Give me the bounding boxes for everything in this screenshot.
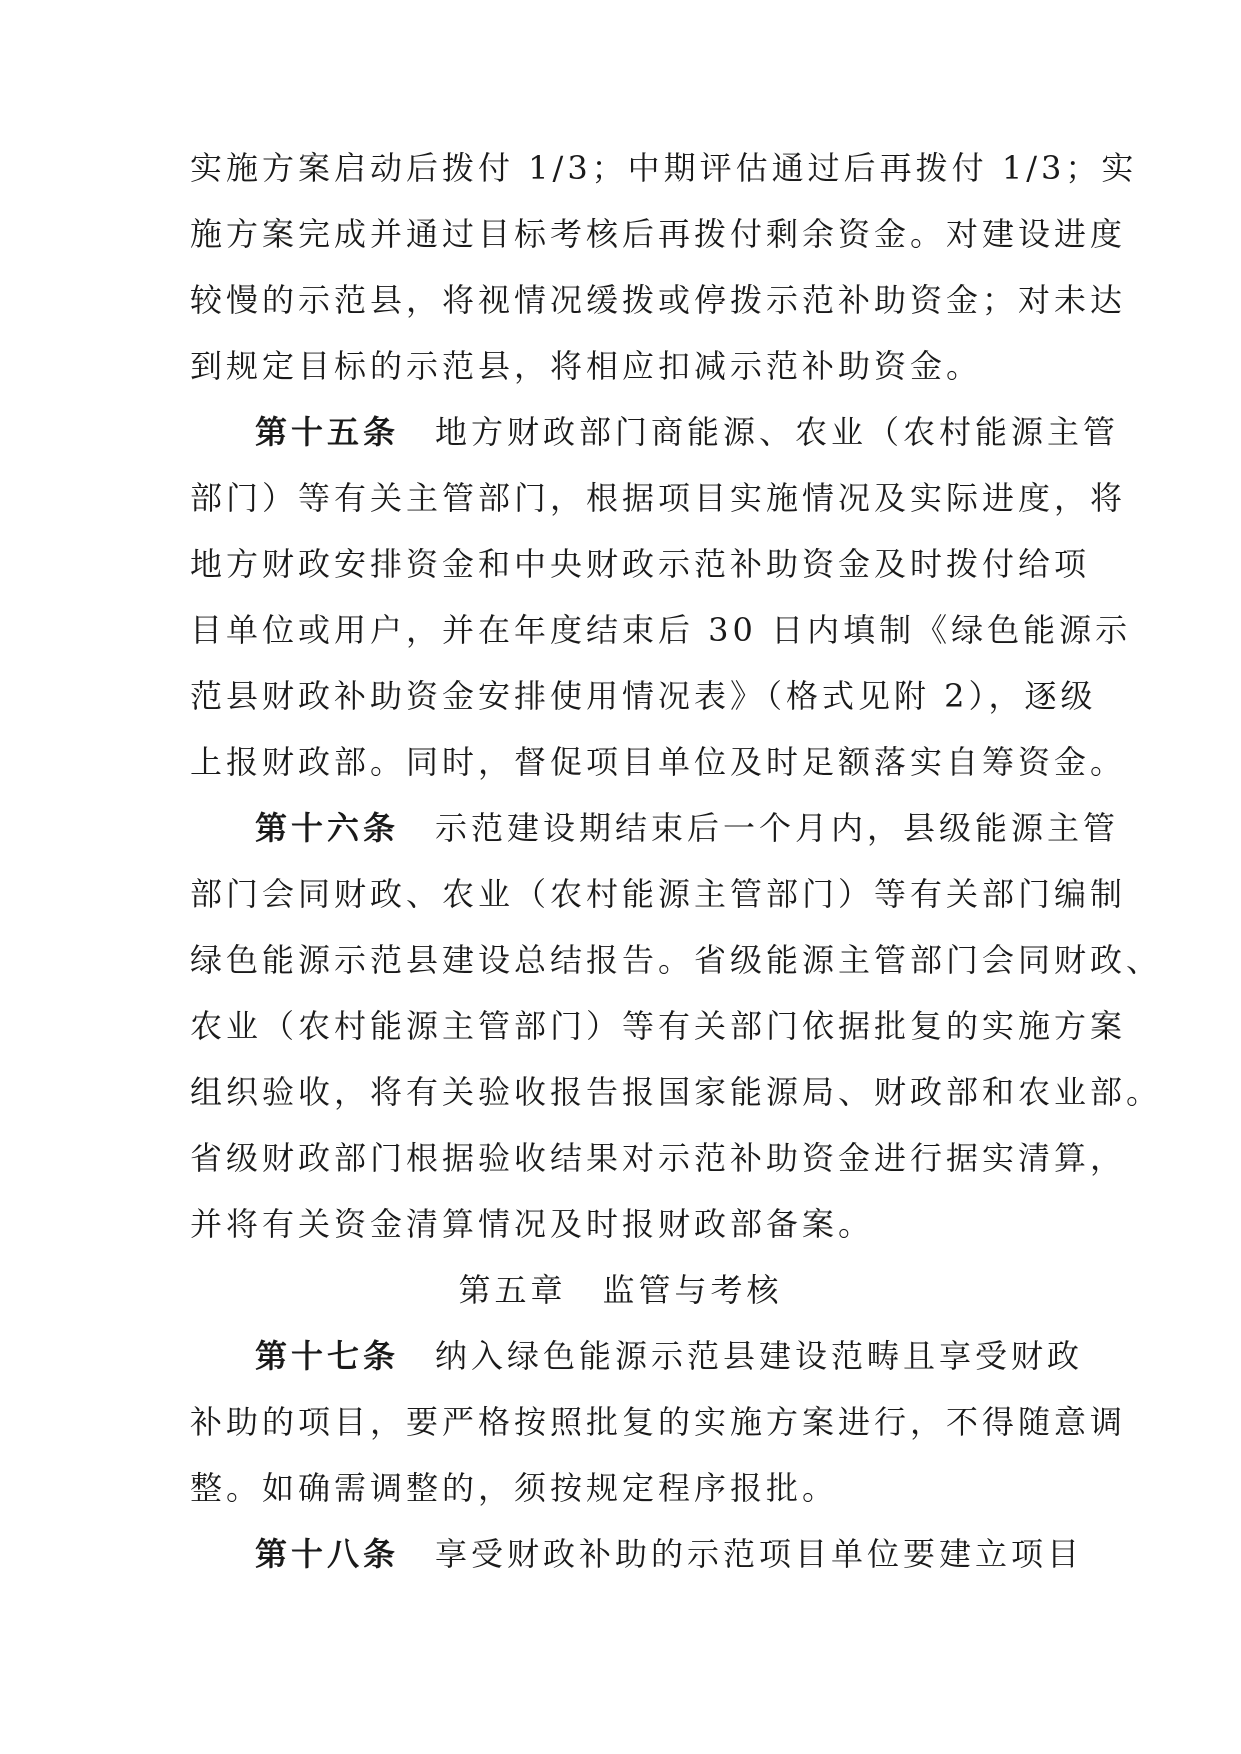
article-16-first-line bbox=[255, 808, 1125, 848]
text-line: 地方财政安排资金和中央财政示范补助资金及时拨付给项 bbox=[190, 545, 1091, 583]
article-heading: 第十七条 bbox=[255, 1337, 400, 1375]
text-line: 部门）等有关主管部门，根据项目实施情况及实际进度，将 bbox=[190, 479, 1127, 517]
article-17-first-line bbox=[255, 1336, 1125, 1376]
text-line: 农业（农村能源主管部门）等有关部门依据批复的实施方案 bbox=[190, 1007, 1127, 1045]
article-text: 地方财政部门商能源、农业（农村能源主管 bbox=[435, 413, 1120, 451]
article-text: 纳入绿色能源示范县建设范畴且享受财政 bbox=[435, 1337, 1084, 1375]
text-line: 范县财政补助资金安排使用情况表》（格式见附 2），逐级 bbox=[190, 677, 1097, 715]
text-line: 并将有关资金清算情况及时报财政部备案。 bbox=[190, 1205, 875, 1243]
text-line: 到规定目标的示范县，将相应扣减示范补助资金。 bbox=[190, 347, 983, 385]
text-line: 组织验收，将有关验收报告报国家能源局、财政部和农业部。 bbox=[190, 1073, 1163, 1111]
text-line: 施方案完成并通过目标考核后再拨付剩余资金。对建设进度 bbox=[190, 215, 1127, 253]
text-line: 实施方案启动后拨付 1/3；中期评估通过后再拨付 1/3；实 bbox=[190, 149, 1138, 187]
text-line: 省级财政部门根据验收结果对示范补助资金进行据实清算， bbox=[190, 1139, 1127, 1177]
text-line: 较慢的示范县，将视情况缓拨或停拨示范补助资金；对未达 bbox=[190, 281, 1127, 319]
article-heading: 第十五条 bbox=[255, 413, 400, 451]
text-line: 整。如确需调整的，须按规定程序报批。 bbox=[190, 1469, 839, 1507]
text-line: 目单位或用户，并在年度结束后 30 日内填制《绿色能源示 bbox=[190, 611, 1132, 649]
article-heading: 第十八条 bbox=[255, 1535, 400, 1573]
text-line: 上报财政部。同时，督促项目单位及时足额落实自筹资金。 bbox=[190, 743, 1127, 781]
chapter-title: 第五章 监管与考核 bbox=[458, 1271, 783, 1309]
text-line: 绿色能源示范县建设总结报告。省级能源主管部门会同财政、 bbox=[190, 941, 1163, 979]
text-line: 补助的项目，要严格按照批复的实施方案进行，不得随意调 bbox=[190, 1403, 1127, 1441]
article-18-first-line bbox=[255, 1534, 1125, 1574]
article-text: 示范建设期结束后一个月内，县级能源主管 bbox=[435, 809, 1120, 847]
article-heading: 第十六条 bbox=[255, 809, 400, 847]
article-text: 享受财政补助的示范项目单位要建立项目 bbox=[435, 1535, 1084, 1573]
article-15-first-line bbox=[255, 412, 1125, 452]
text-line: 部门会同财政、农业（农村能源主管部门）等有关部门编制 bbox=[190, 875, 1127, 913]
